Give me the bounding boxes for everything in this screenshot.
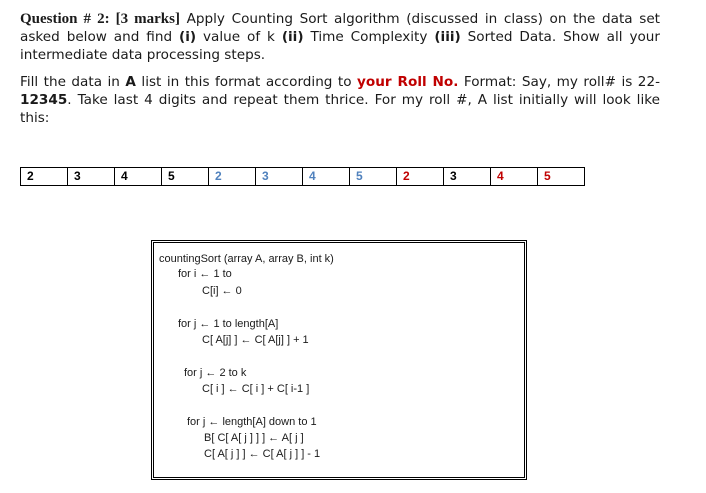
array-cell: 5: [161, 168, 208, 185]
array-cell: 4: [302, 168, 349, 185]
pseudocode-line: C[ A[ j ] ] ← C[ A[ j ] ] - 1: [204, 448, 321, 460]
fill-text-2: list in this format according to: [135, 74, 358, 90]
question-paragraph: [20, 10, 660, 64]
fill-text-1: Fill the data in: [20, 74, 126, 90]
question-label-i: (i): [179, 29, 197, 45]
fill-list-name: A: [125, 74, 136, 90]
array-cell: 4: [114, 168, 161, 185]
instruction-paragraph: [20, 73, 660, 127]
pseudocode-line: for j ← 2 to k: [184, 367, 247, 379]
fill-text-3: Format: Say, my roll# is 22-: [458, 74, 660, 90]
fill-text-4: . Take last 4 digits and repeat them thrice. For my roll #, A list initially will look like this:: [20, 92, 660, 126]
array-cell: 3: [443, 168, 490, 185]
fill-roll-label: your Roll No.: [357, 74, 459, 90]
counting-sort-pseudocode: [151, 240, 527, 480]
fill-roll-number: 12345: [20, 92, 68, 108]
array-cell: 2: [396, 168, 443, 185]
pseudocode-line: C[i] ← 0: [202, 285, 242, 297]
pseudocode-line: for j ← 1 to length[A]: [178, 318, 279, 330]
pseudocode-signature: countingSort (array A, array B, int k): [159, 253, 334, 265]
pseudocode-line: B[ C[ A[ j ] ] ] ← A[ j ]: [204, 432, 304, 444]
array-cell: 2: [208, 168, 255, 185]
question-text-4: Sorted Data. Show all your intermediate data processing steps.: [20, 29, 661, 63]
pseudocode-line: C[ i ] ← C[ i ] + C[ i-1 ]: [202, 383, 310, 395]
array-cell: 3: [67, 168, 114, 185]
array-cell: 4: [490, 168, 537, 185]
array-cell: 5: [349, 168, 396, 185]
question-text-2: value of k: [196, 29, 282, 45]
question-text-3: Time Complexity: [303, 29, 435, 45]
question-text-1: Apply Counting Sort algorithm (discussed in class) on the data set asked below and find: [20, 11, 661, 45]
pseudocode-line: for i ← 1 to: [178, 268, 232, 280]
pseudocode-line: for j ← length[A] down to 1: [187, 416, 317, 428]
array-cell: 3: [255, 168, 302, 185]
array-cell: 2: [20, 168, 67, 185]
list-a-table: [20, 167, 585, 186]
question-heading: Question # 2: [3 marks]: [20, 11, 180, 27]
array-cell: 5: [537, 168, 585, 185]
pseudocode-line: C[ A[j] ] ← C[ A[j] ] + 1: [202, 334, 309, 346]
question-label-ii: (ii): [281, 29, 304, 45]
question-label-iii: (iii): [434, 29, 461, 45]
